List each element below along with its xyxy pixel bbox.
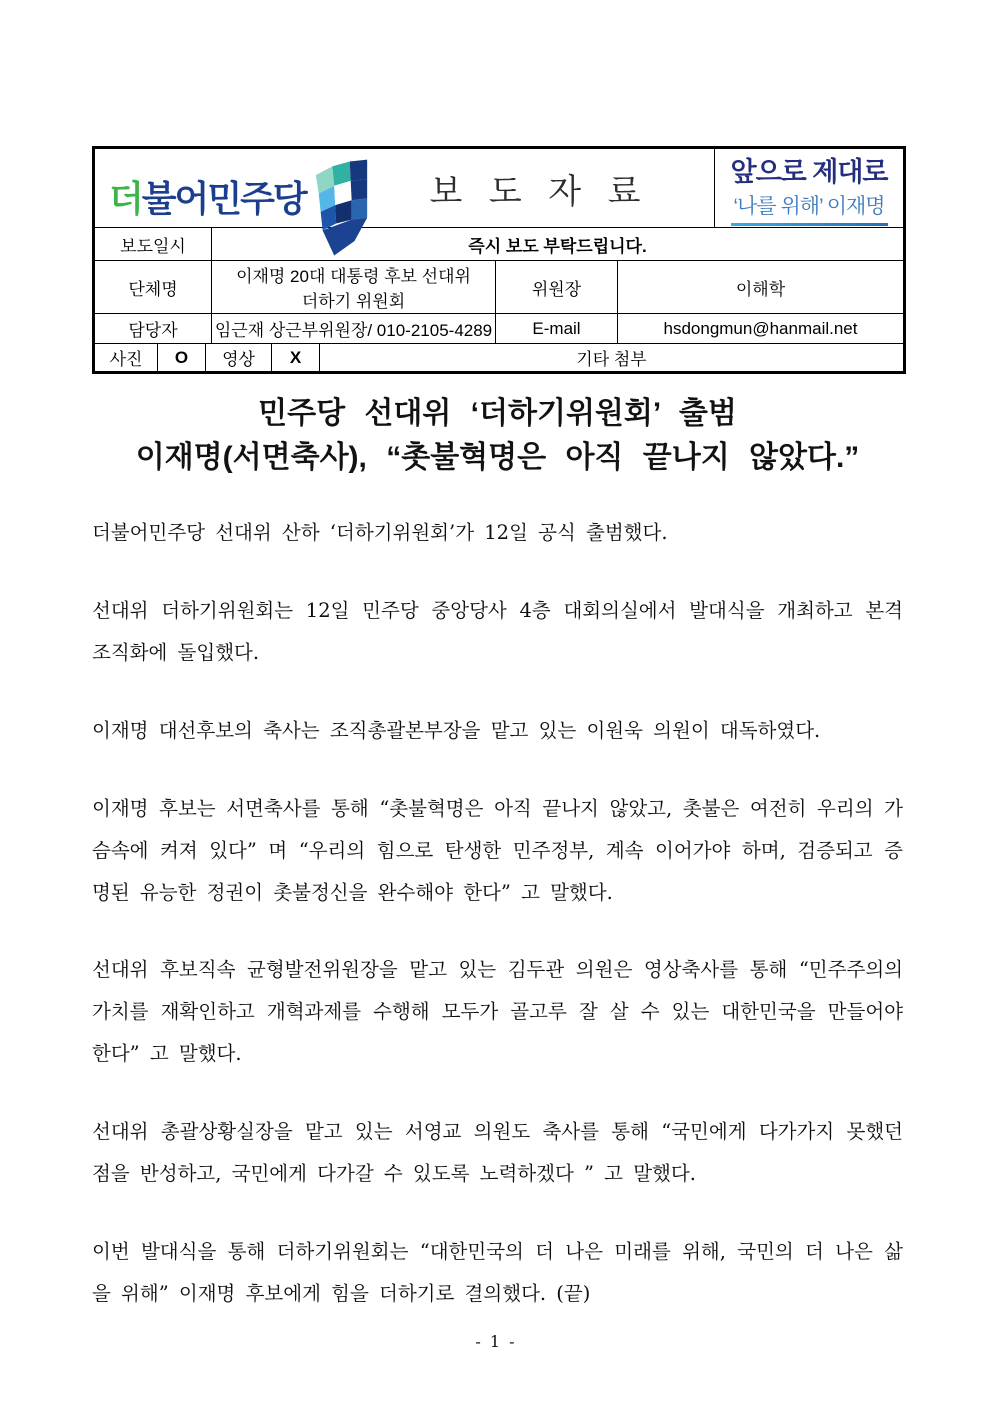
body-paragraph: 선대위 더하기위원회는 12일 민주당 중앙당사 4층 대회의실에서 발대식을 개최하고 본격 조직화에 돌입했다. [92, 598, 903, 664]
release-time-label: 보도일시 [94, 228, 212, 261]
photo-flag: O [158, 344, 206, 373]
headline-line2: 이재명(서면축사), “촛불혁명은 아직 끝나지 않았다.” [135, 440, 860, 474]
chairman-value: 이해학 [618, 261, 905, 314]
attachments-row [94, 344, 905, 373]
doc-type-title: 보 도 자 료 [429, 173, 650, 211]
organization-value [212, 261, 496, 314]
slogan-underline [731, 223, 888, 226]
email-label: E-mail [496, 314, 618, 344]
organization-row [94, 261, 905, 314]
press-release-info-table [92, 146, 906, 374]
contact-value: 임근재 상근부위원장/ 010-2105-4289 [212, 314, 496, 344]
party-wordmark-navy: 불어민주당 [141, 178, 306, 219]
party-flag-icon [310, 159, 372, 264]
headline [92, 392, 903, 479]
release-time-value: 즉시 보도 부탁드립니다. [212, 228, 905, 261]
body-paragraph: 더불어민주당 선대위 산하 ‘더하기위원회’가 12일 공식 출범했다. [92, 521, 668, 544]
video-flag: X [272, 344, 320, 373]
body-paragraph: 이재명 후보는 서면축사를 통해 “촛불혁명은 아직 끝나지 않았고, 촛불은 여전히 우리의 가슴속에 켜져 있다” 며 “우리의 힘으로 탄생한 민주정부, 계속 이어가야 하며, 검증되고 증명된 유능한 정권이 촛불정신을 완수해야 한다” 고 말했다. [92, 796, 903, 904]
photo-label: 사진 [94, 344, 158, 373]
video-label: 영상 [206, 344, 272, 373]
etc-attachment-label: 기타 첨부 [320, 344, 905, 373]
body-paragraph: 이재명 대선후보의 축사는 조직총괄본부장을 맡고 있는 이원욱 의원이 대독하였다. [92, 718, 821, 742]
slogan-line1: 앞으로 제대로 [730, 157, 888, 188]
email-value: hsdongmun@hanmail.net [618, 314, 905, 344]
party-logo [109, 159, 372, 264]
campaign-slogan [731, 150, 888, 226]
body-paragraph: 선대위 총괄상황실장을 맡고 있는 서영교 의원도 축사를 통해 “국민에게 다가가지 못했던 점을 반성하고, 국민에게 다가갈 수 있도록 노력하겠다 ” 고 말했다. [92, 1120, 903, 1186]
contact-row [94, 314, 905, 344]
organization-label: 단체명 [94, 261, 212, 314]
party-wordmark [109, 171, 306, 222]
header-left-cell [94, 148, 715, 228]
header-row [94, 148, 905, 228]
slogan-line2: ‘나를 위해’ 이재명 [733, 195, 885, 219]
party-wordmark-green: 더 [109, 178, 142, 219]
organization-value-line2: 더하기 위원회 [301, 292, 406, 311]
page-number: - 1 - [475, 1332, 517, 1351]
headline-line1: 민주당 선대위 ‘더하기위원회’ 출범 [258, 397, 737, 430]
body-paragraph: 선대위 후보직속 균형발전위원장을 맡고 있는 김두관 의원은 영상축사를 통해 “민주주의의 가치를 재확인하고 개혁과제를 수행해 모두가 골고루 잘 살 수 있는 대한민국을 만들어야 한다” 고 말했다. [92, 958, 903, 1066]
chairman-label: 위원장 [496, 261, 618, 314]
body-paragraph: 이번 발대식을 통해 더하기위원회는 “대한민국의 더 나은 미래를 위해, 국민의 더 나은 삶을 위해” 이재명 후보에게 힘을 더하기로 결의했다. (끝) [92, 1240, 903, 1305]
contact-label: 담당자 [94, 314, 212, 344]
article-body [92, 512, 903, 1315]
organization-value-line1: 이재명 20대 대통령 후보 선대위 [236, 267, 471, 286]
header-right-cell [715, 148, 905, 228]
